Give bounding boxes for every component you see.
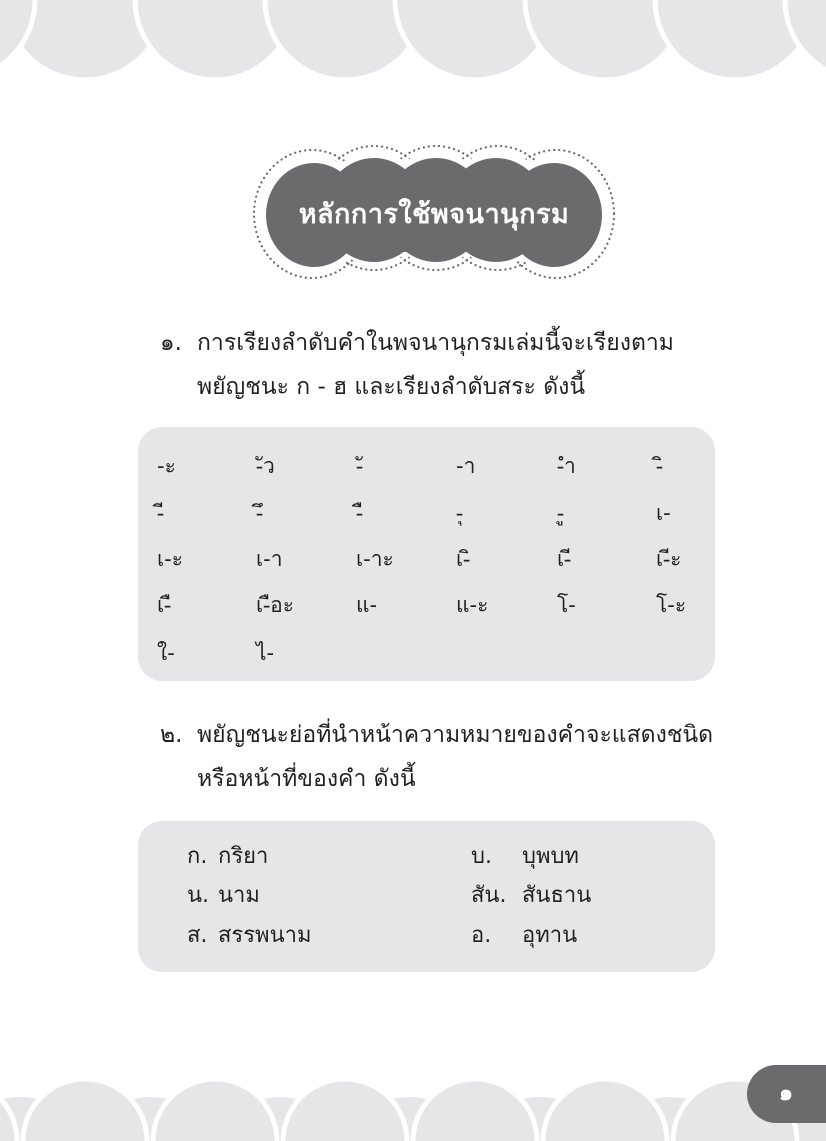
bottom-scallop-border: [0, 1045, 826, 1141]
section-2-line-1: พยัญชนะย่อที่นำหน้าความหมายของคำจะแสดงชนิด: [197, 722, 714, 748]
vowel-order-panel: [138, 427, 715, 681]
section-2-line-2: หรือหน้าที่ของคำ ดังนี้: [197, 766, 416, 792]
abbreviation-key: น.: [187, 883, 210, 908]
abbreviation-key: บ.: [471, 844, 492, 869]
vowel-item: -า: [456, 454, 476, 478]
vowel-item: โ-: [557, 593, 576, 617]
section-2-number: ๒.: [160, 722, 183, 748]
vowel-item: -ะ: [157, 454, 176, 478]
vowel-item: -ิ: [656, 454, 663, 478]
vowel-item: ใ-: [157, 641, 175, 665]
section-1-line-2: พยัญชนะ ก - ฮ และเรียงลำดับสระ ดังนี้: [197, 374, 586, 400]
vowel-item: -ัว: [256, 454, 275, 478]
vowel-item: เ-ื: [157, 593, 172, 617]
vowel-item: เ-: [656, 501, 671, 525]
vowel-item: -ู: [557, 501, 564, 525]
vowel-item: ไ-: [256, 641, 275, 665]
abbreviation-meaning: กริยา: [218, 844, 269, 869]
abbreviation-meaning: สันธาน: [522, 883, 592, 908]
vowel-item: เ-ะ: [157, 547, 184, 571]
abbreviation-key: อ.: [471, 923, 492, 948]
page-title: หลักการใช้พจนานุกรม: [298, 198, 570, 230]
vowel-item: -ั: [356, 454, 363, 478]
vowel-item: เ-า: [256, 547, 283, 571]
vowel-item: -ุ: [456, 501, 463, 525]
abbreviation-meaning: บุพบท: [522, 844, 579, 869]
abbreviation-meaning: สรรพนาม: [218, 923, 312, 948]
vowel-item: -ำ: [557, 454, 576, 478]
vowel-item: -ึ: [256, 501, 263, 525]
abbreviation-meaning: นาม: [218, 883, 260, 908]
vowel-item: เ-าะ: [356, 547, 394, 571]
section-1-number: ๑.: [160, 330, 182, 356]
section-1-line-1: การเรียงลำดับคำในพจนานุกรมเล่มนี้จะเรียงตาม: [197, 330, 674, 356]
top-scallop-border: [0, 0, 826, 92]
vowel-item: เ-ี: [557, 547, 572, 571]
vowel-item: เ-ิ: [456, 547, 471, 571]
vowel-item: แ-: [356, 593, 378, 617]
vowel-item: โ-ะ: [656, 593, 687, 617]
page-number: ๑: [779, 1081, 793, 1106]
vowel-item: เ-ีะ: [656, 547, 682, 571]
abbreviation-key: ส.: [187, 923, 208, 948]
abbreviation-key: ก.: [187, 844, 208, 869]
vowel-item: เ-ือะ: [256, 593, 295, 617]
abbreviation-key: สัน.: [471, 883, 507, 908]
vowel-item: -ี: [157, 501, 164, 525]
vowel-item: แ-ะ: [456, 593, 489, 617]
vowel-item: -ื: [356, 501, 363, 525]
abbreviation-meaning: อุทาน: [522, 923, 578, 948]
